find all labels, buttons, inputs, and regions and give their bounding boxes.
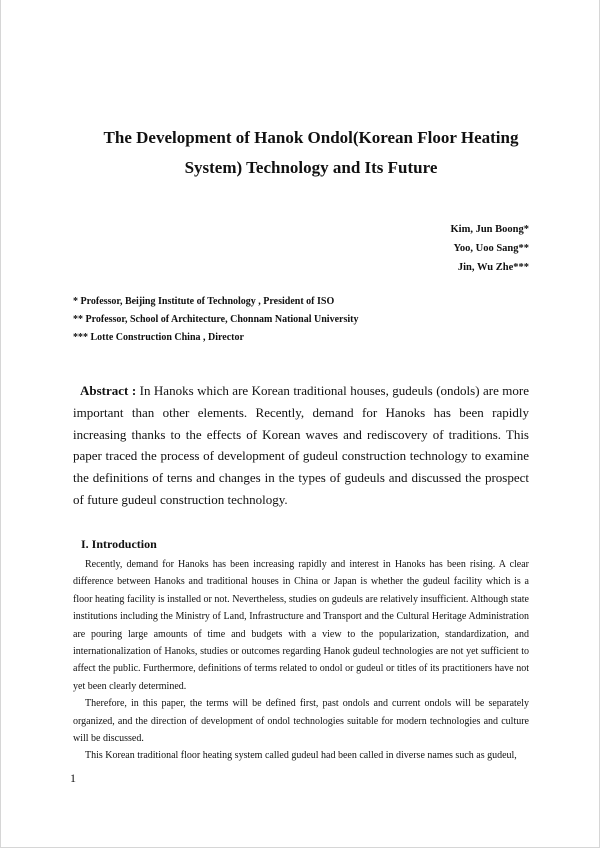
page-number: 1 <box>70 771 76 785</box>
author-list <box>451 220 529 277</box>
affiliation-3: *** Lotte Construction China , Director <box>73 332 244 343</box>
introduction-body <box>73 556 529 765</box>
author-3: Jin, Wu Zhe*** <box>457 262 529 273</box>
paragraph: Therefore, in this paper, the terms will be defined first, past ondols and current ondols will be separately organized, and the direction of development of ondol technologies suitable for modern technologies and culture will be discussed. <box>73 698 529 745</box>
affiliation-list <box>73 293 358 347</box>
title-line-1: The Development of Hanok Ondol(Korean Floor Heating <box>103 128 519 147</box>
paper-title <box>61 123 561 183</box>
abstract-text: In Hanoks which are Korean traditional houses, gudeuls (ondols) are more important than other elements. Recently, demand for Hanoks has been rapidly increasing thanks to the effects of Korean waves and rediscovery of traditions. This paper traced the process of development of gudeul construction technology to examine the definitions of terns and changes in the types of gudeuls and discussed the prospect of future gudeul construction technology. <box>73 383 530 507</box>
affiliation-2: ** Professor, School of Architecture, Chonnam National University <box>73 314 359 325</box>
affiliation-1: * Professor, Beijing Institute of Technology , President of ISO <box>73 296 335 307</box>
author-2: Yoo, Uoo Sang** <box>453 243 529 254</box>
paragraph: This Korean traditional floor heating system called gudeul had been called in diverse names such as gudeul, <box>85 750 517 762</box>
section-heading-introduction: I. Introduction <box>81 537 157 551</box>
abstract <box>73 380 529 511</box>
abstract-label: Abstract : <box>80 383 137 398</box>
author-1: Kim, Jun Boong* <box>450 224 529 235</box>
title-line-2: System) Technology and Its Future <box>184 158 438 177</box>
paragraph: Recently, demand for Hanoks has been increasing rapidly and interest in Hanoks has been rising. A clear difference between Hanoks and traditional houses in China or Japan is whether the gudeul facility which is a floor heating facility is installed or not. Nevertheless, studies on gudeuls are relatively insufficient. Although state institutions including the Ministry of Land, Infrastructure and Transport and the Cultural Heritage Administration are pouring large amounts of time and budgets with a view to the popularization, standardization, and internationalization of Hanoks, studies or outcomes regarding Hanok gudeul technologies are not yet sufficient to affect the public. Furthermore, definitions of terms related to ondol or gudeul or titles of its practitioners have not yet been clearly determined. <box>73 559 529 692</box>
